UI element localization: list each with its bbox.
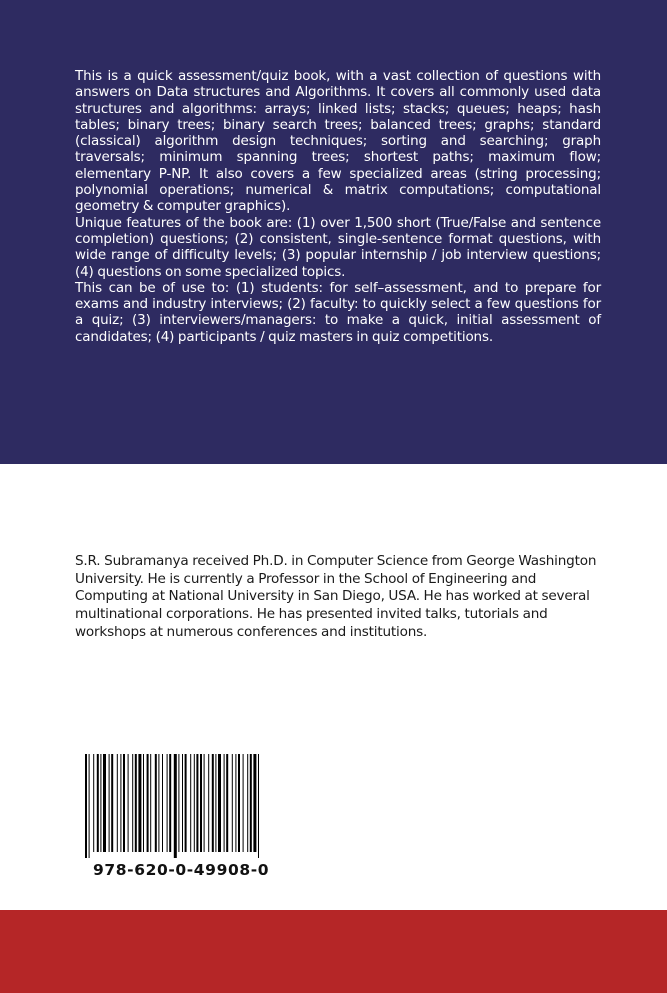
barcode-bar — [224, 754, 225, 852]
barcode-bar — [97, 754, 99, 852]
description-paragraph-features: Unique features of the book are: (1) over 1,500 short (True/False and sentence completion) questions; (2) consistent, single-sentence format questions, with wide range of difficulty levels; (3) popular internship / job interview questions; (4) questions on some specialized topics. — [75, 214, 601, 280]
barcode-bar — [132, 754, 133, 852]
barcode-bar — [232, 754, 233, 852]
barcode-bar — [258, 754, 259, 858]
barcode-bar — [204, 754, 205, 852]
barcode-bar — [182, 754, 183, 852]
description-paragraph-overview: This is a quick assessment/quiz book, with a vast collection of questions with answers on Data structures and Algorithms. It covers all commonly used data structures and algorithms: arrays; linked lists; stacks; queues; heaps; hash tables; binary trees; binary search trees; balanced trees; graphs; standard (classical) algorithm design techniques; sorting and searching; graph traversals; minimum spanning trees; shortest paths; maximum flow; elementary P-NP. It also covers a few specialized areas (string processing; polynomial operations; numerical & matrix computations; computational geometry & computer graphics). — [75, 68, 601, 215]
barcode-bar — [111, 754, 113, 852]
barcode-bar — [190, 754, 191, 852]
barcode-bar — [143, 754, 144, 852]
barcode-bar — [196, 754, 198, 852]
barcode-bar — [167, 754, 168, 852]
barcode-bar — [178, 754, 179, 852]
barcode — [85, 754, 263, 858]
barcode-bar — [109, 754, 110, 852]
barcode-bar — [218, 754, 221, 852]
barcode-bar — [155, 754, 157, 852]
barcode-bar — [85, 754, 87, 858]
barcode-bar — [138, 754, 141, 852]
barcode-bar — [150, 754, 151, 852]
barcode-bar — [200, 754, 202, 852]
barcode-bar — [169, 754, 171, 852]
barcode-bar — [226, 754, 228, 852]
barcode-bar — [250, 754, 252, 852]
barcode-bar — [158, 754, 159, 852]
barcode-bar — [212, 754, 214, 852]
barcode-bar — [128, 754, 129, 852]
barcode-bar — [93, 754, 94, 852]
barcode-bar — [208, 754, 209, 852]
description-panel — [0, 0, 667, 464]
barcode-bar — [89, 754, 90, 858]
barcode-bar — [100, 754, 101, 852]
barcode-bar — [243, 754, 244, 852]
barcode-bar — [238, 754, 240, 852]
book-description — [75, 68, 601, 345]
barcode-bar — [247, 754, 248, 852]
barcode-bar — [174, 754, 177, 858]
barcode-bar — [103, 754, 106, 852]
barcode-bar — [123, 754, 125, 852]
bottom-color-band — [0, 910, 667, 993]
barcode-graphic — [85, 754, 263, 858]
description-paragraph-audience: This can be of use to: (1) students: for self–assessment, and to prepare for exams and industry interviews; (2) faculty: to quickly select a few questions for a quiz; (3) interviewers/managers: to make a quick, initial assessment of candidates; (4) participants / quiz masters in quiz competitions. — [75, 279, 601, 345]
barcode-bar — [135, 754, 137, 852]
barcode-bar — [117, 754, 118, 852]
barcode-bar — [120, 754, 121, 852]
barcode-bar — [253, 754, 256, 852]
isbn-number: 978-620-0-49908-0 — [93, 861, 270, 879]
barcode-bar — [194, 754, 195, 852]
barcode-bar — [235, 754, 236, 852]
barcode-bar — [215, 754, 216, 852]
barcode-bar — [185, 754, 187, 852]
barcode-bar — [162, 754, 163, 852]
author-bio: S.R. Subramanya received Ph.D. in Computer Science from George Washington University. He is currently a Professor in the School of Engineering and Computing at National University in San Diego, USA. He has worked at several multinational corporations. He has presented invited talks, tutorials and workshops at numerous conferences and institutions. — [75, 553, 597, 640]
barcode-bar — [147, 754, 149, 852]
